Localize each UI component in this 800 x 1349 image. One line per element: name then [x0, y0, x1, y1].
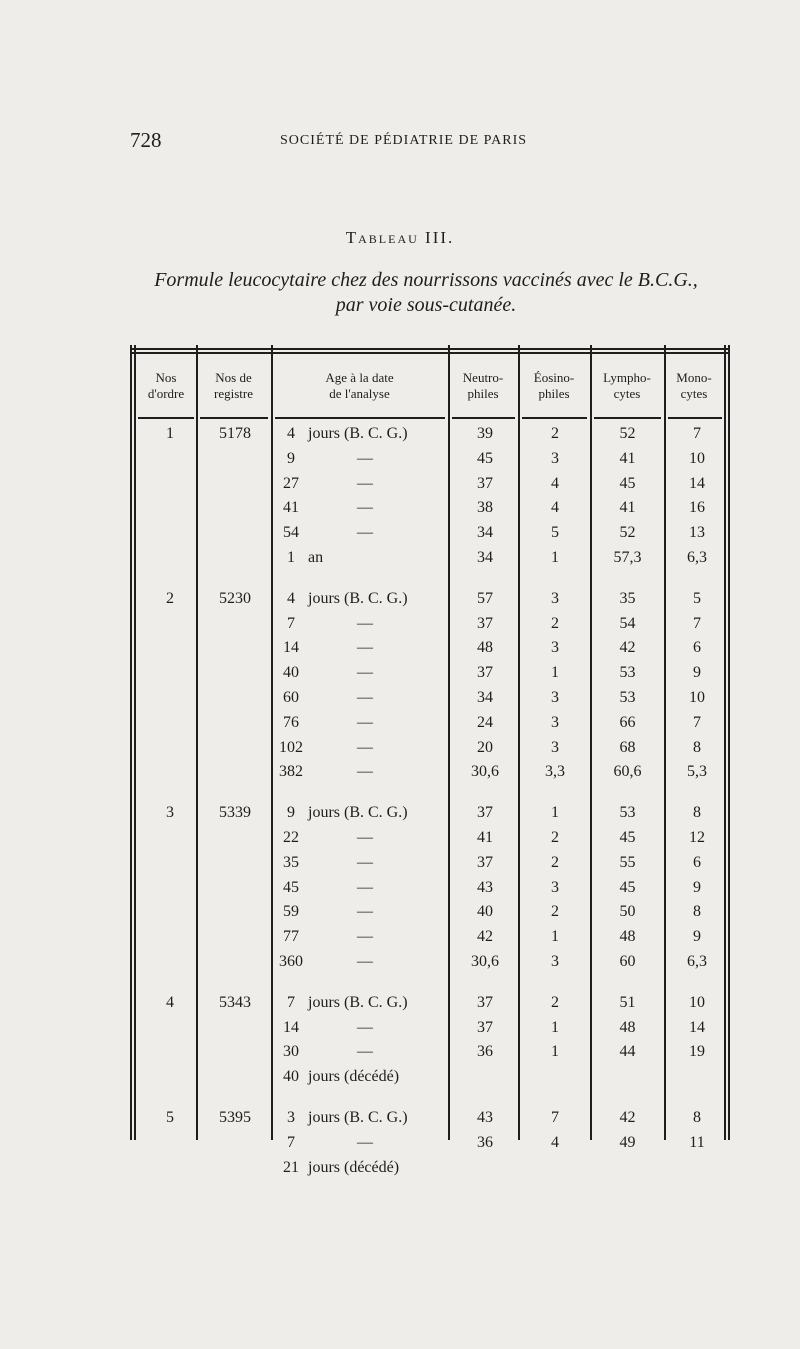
cell-ditto-dash: —	[357, 524, 373, 542]
cell-age-unit: an	[308, 548, 324, 566]
cell-neutrophiles: 37	[477, 664, 493, 682]
cell-lymphocytes: 55	[619, 853, 636, 871]
cell-registre: 5343	[219, 993, 251, 1011]
cell-lymphocytes: 48	[619, 1018, 636, 1036]
table-row	[130, 499, 730, 524]
cell-ditto-dash: —	[357, 903, 373, 921]
page-number: 728	[130, 128, 162, 152]
cell-monocytes: 16	[689, 499, 705, 517]
cell-ditto-dash: —	[357, 828, 373, 846]
cell-age-value: 1	[287, 548, 295, 566]
cell-ditto-dash: —	[357, 928, 373, 946]
cell-lymphocytes: 52	[619, 425, 636, 442]
cell-eosinophiles: 3	[551, 688, 559, 706]
cell-monocytes: 19	[689, 1043, 705, 1061]
cell-neutrophiles: 30,6	[471, 952, 499, 970]
cell-lymphocytes: 45	[619, 878, 636, 896]
table-row	[130, 903, 730, 928]
cell-monocytes: 6	[693, 639, 701, 657]
cell-neutrophiles: 34	[477, 524, 493, 542]
cell-eosinophiles: 2	[551, 993, 559, 1011]
caption-line-2: par voie sous-cutanée.	[335, 294, 517, 316]
cell-age-value: 30	[283, 1043, 299, 1061]
table-row	[130, 1043, 730, 1068]
cell-eosinophiles: 3	[551, 449, 559, 467]
cell-monocytes: 9	[693, 928, 701, 946]
cell-age-value: 382	[279, 763, 303, 781]
table-body	[130, 425, 730, 1183]
table-row	[130, 590, 730, 615]
cell-eosinophiles: 4	[551, 474, 559, 492]
cell-lymphocytes: 57,3	[613, 548, 642, 566]
header-age-line-1: Age à la date	[325, 370, 394, 385]
cell-age-value: 77	[283, 928, 299, 946]
header-lympho-line-2: cytes	[613, 386, 641, 401]
cell-neutrophiles: 45	[477, 449, 493, 467]
cell-neutrophiles: 37	[477, 804, 493, 822]
caption-line-1: Formule leucocytaire chez des nourrissons vaccinés avec le B.C.G.,	[154, 269, 698, 291]
cell-lymphocytes: 45	[619, 828, 636, 846]
cell-ditto-dash: —	[357, 688, 373, 706]
table-row	[130, 615, 730, 640]
cell-ditto-dash: —	[357, 763, 373, 781]
cell-neutrophiles: 20	[477, 738, 493, 756]
cell-neutrophiles: 48	[477, 639, 493, 657]
cell-monocytes: 11	[689, 1133, 705, 1151]
cell-age-value: 4	[287, 425, 295, 442]
cell-neutrophiles: 41	[477, 828, 493, 846]
cell-ditto-dash: —	[357, 449, 373, 467]
cell-age-unit: jours (B. C. G.)	[308, 425, 408, 442]
cell-eosinophiles: 1	[551, 548, 559, 566]
cell-registre: 5395	[219, 1108, 251, 1126]
cell-eosinophiles: 3,3	[545, 763, 565, 781]
cell-lymphocytes: 48	[619, 928, 636, 946]
cell-ditto-dash: —	[357, 853, 373, 871]
row-gap	[130, 574, 730, 590]
cell-monocytes: 10	[689, 993, 705, 1011]
table-row	[130, 524, 730, 549]
cell-age-value: 14	[283, 1018, 299, 1036]
cell-ordre: 4	[166, 993, 174, 1011]
cell-monocytes: 6,3	[687, 548, 707, 566]
cell-eosinophiles: 4	[551, 1133, 559, 1151]
header-registre	[196, 370, 271, 402]
cell-ditto-dash: —	[357, 614, 373, 632]
header-neutro-line-2: philes	[467, 386, 499, 401]
header-rule	[594, 417, 661, 419]
table-row	[130, 829, 730, 854]
table-row	[130, 664, 730, 689]
cell-lymphocytes: 45	[619, 474, 636, 492]
table-row	[130, 1068, 730, 1093]
cell-lymphocytes: 53	[619, 664, 636, 682]
cell-eosinophiles: 3	[551, 639, 559, 657]
cell-eosinophiles: 3	[551, 713, 559, 731]
row-gap	[130, 788, 730, 804]
cell-ditto-dash: —	[357, 738, 373, 756]
cell-age-unit: jours (B. C. G.)	[308, 993, 408, 1011]
header-eosinophiles	[518, 370, 590, 402]
cell-ditto-dash: —	[357, 1043, 373, 1061]
cell-lymphocytes: 53	[619, 804, 636, 822]
cell-ordre: 5	[166, 1108, 174, 1126]
table-row	[130, 763, 730, 788]
row-gap	[130, 1093, 730, 1109]
table-row	[130, 928, 730, 953]
cell-neutrophiles: 36	[477, 1043, 493, 1061]
cell-age-value: 45	[283, 878, 299, 896]
row-gap	[130, 978, 730, 994]
cell-monocytes: 6	[693, 853, 701, 871]
cell-ditto-dash: —	[357, 639, 373, 657]
cell-lymphocytes: 53	[619, 688, 636, 706]
cell-eosinophiles: 2	[551, 614, 559, 632]
table-row	[130, 639, 730, 664]
cell-monocytes: 8	[693, 1108, 701, 1126]
table-row	[130, 994, 730, 1019]
cell-monocytes: 9	[693, 878, 701, 896]
cell-eosinophiles: 3	[551, 878, 559, 896]
cell-eosinophiles: 3	[551, 738, 559, 756]
cell-lymphocytes: 52	[619, 524, 636, 542]
cell-registre: 5178	[219, 425, 251, 442]
cell-age-value: 60	[283, 688, 299, 706]
cell-eosinophiles: 5	[551, 524, 559, 542]
cell-age-value: 360	[279, 952, 303, 970]
cell-ordre: 3	[166, 804, 174, 822]
cell-lymphocytes: 35	[619, 589, 636, 607]
cell-monocytes: 5,3	[687, 763, 707, 781]
cell-eosinophiles: 1	[551, 1018, 559, 1036]
cell-age-value: 40	[283, 664, 299, 682]
cell-eosinophiles: 1	[551, 928, 559, 946]
page-header	[130, 128, 730, 152]
cell-monocytes: 6,3	[687, 952, 707, 970]
cell-age-value: 59	[283, 903, 299, 921]
cell-registre: 5339	[219, 804, 251, 822]
cell-ditto-dash: —	[357, 952, 373, 970]
cell-eosinophiles: 2	[551, 425, 559, 442]
table-row	[130, 425, 730, 450]
cell-monocytes: 8	[693, 804, 701, 822]
cell-age-value: 35	[283, 853, 299, 871]
header-lympho-line-1: Lympho-	[603, 370, 651, 385]
table-row	[130, 549, 730, 574]
cell-ordre: 1	[166, 425, 174, 442]
cell-age-value: 14	[283, 639, 299, 657]
header-registre-line-2: registre	[214, 386, 253, 401]
cell-neutrophiles: 34	[477, 548, 493, 566]
cell-age-value: 54	[283, 524, 299, 542]
table-row	[130, 450, 730, 475]
table-title: Tableau III.	[345, 228, 455, 247]
cell-age-value: 27	[283, 474, 299, 492]
cell-ditto-dash: —	[357, 1018, 373, 1036]
cell-neutrophiles: 43	[477, 878, 493, 896]
cell-monocytes: 9	[693, 664, 701, 682]
cell-monocytes: 14	[689, 474, 705, 492]
cell-lymphocytes: 66	[619, 713, 636, 731]
cell-lymphocytes: 42	[619, 1108, 636, 1126]
cell-age-value: 22	[283, 828, 299, 846]
cell-lymphocytes: 50	[619, 903, 636, 921]
header-rule	[668, 417, 722, 419]
cell-neutrophiles: 37	[477, 1018, 493, 1036]
cell-neutrophiles: 38	[477, 499, 493, 517]
leucocyte-table	[130, 345, 730, 1176]
cell-ditto-dash: —	[357, 713, 373, 731]
cell-monocytes: 5	[693, 589, 701, 607]
cell-age-value: 9	[287, 449, 295, 467]
cell-eosinophiles: 1	[551, 1043, 559, 1061]
table-top-rule-inner	[130, 352, 730, 354]
cell-age-value: 21	[283, 1158, 299, 1176]
cell-eosinophiles: 1	[551, 804, 559, 822]
header-rule	[452, 417, 515, 419]
cell-eosinophiles: 2	[551, 828, 559, 846]
header-ordre	[136, 370, 196, 402]
cell-eosinophiles: 4	[551, 499, 559, 517]
cell-lymphocytes: 42	[619, 639, 636, 657]
cell-age-value: 7	[287, 614, 295, 632]
header-rule	[275, 417, 445, 419]
cell-neutrophiles: 39	[477, 425, 493, 442]
cell-lymphocytes: 49	[619, 1133, 636, 1151]
cell-lymphocytes: 41	[619, 449, 636, 467]
cell-age-value: 40	[283, 1068, 299, 1086]
header-mono-line-1: Mono-	[676, 370, 712, 385]
cell-lymphocytes: 54	[619, 614, 636, 632]
cell-lymphocytes: 60,6	[613, 763, 642, 781]
cell-monocytes: 12	[689, 828, 705, 846]
running-head: SOCIÉTÉ DE PÉDIATRIE DE PARIS	[280, 133, 528, 148]
header-ordre-line-2: d'ordre	[147, 386, 185, 401]
header-mono-line-2: cytes	[680, 386, 708, 401]
cell-eosinophiles: 2	[551, 903, 559, 921]
cell-neutrophiles: 36	[477, 1133, 493, 1151]
cell-lymphocytes: 68	[619, 738, 636, 756]
cell-neutrophiles: 37	[477, 614, 493, 632]
cell-monocytes: 8	[693, 903, 701, 921]
cell-ditto-dash: —	[357, 878, 373, 896]
cell-monocytes: 7	[693, 614, 701, 632]
cell-ditto-dash: —	[357, 499, 373, 517]
cell-neutrophiles: 37	[477, 474, 493, 492]
cell-monocytes: 7	[693, 425, 701, 442]
header-ordre-line-1: Nos	[155, 370, 177, 385]
cell-age-value: 102	[279, 738, 303, 756]
cell-eosinophiles: 1	[551, 664, 559, 682]
table-row	[130, 475, 730, 500]
table-caption	[0, 268, 800, 318]
cell-neutrophiles: 30,6	[471, 763, 499, 781]
cell-age-value: 3	[287, 1108, 295, 1126]
cell-age-value: 4	[287, 589, 295, 607]
cell-age-value: 41	[283, 499, 299, 517]
cell-neutrophiles: 43	[477, 1108, 493, 1126]
header-neutro-line-1: Neutro-	[462, 370, 504, 385]
table-row	[130, 1109, 730, 1134]
header-lymphocytes	[590, 370, 664, 402]
cell-neutrophiles: 34	[477, 688, 493, 706]
cell-neutrophiles: 37	[477, 993, 493, 1011]
cell-registre: 5230	[219, 589, 251, 607]
cell-ditto-dash: —	[357, 474, 373, 492]
cell-age-value: 76	[283, 713, 299, 731]
cell-age-unit: jours (B. C. G.)	[308, 1108, 408, 1126]
cell-age-unit: jours (B. C. G.)	[308, 589, 408, 607]
table-row	[130, 953, 730, 978]
header-eosino-line-1: Éosino-	[533, 370, 575, 385]
cell-lymphocytes: 60	[619, 952, 636, 970]
table-row	[130, 689, 730, 714]
cell-age-unit: jours (décédé)	[308, 1158, 400, 1176]
cell-monocytes: 10	[689, 449, 705, 467]
cell-age-value: 7	[287, 993, 295, 1011]
cell-lymphocytes: 44	[619, 1043, 636, 1061]
header-age-line-2: de l'analyse	[329, 386, 390, 401]
cell-monocytes: 13	[689, 524, 705, 542]
header-rule	[200, 417, 268, 419]
cell-lymphocytes: 41	[619, 499, 636, 517]
cell-monocytes: 14	[689, 1018, 705, 1036]
header-eosino-line-2: philes	[538, 386, 570, 401]
cell-ditto-dash: —	[357, 664, 373, 682]
cell-eosinophiles: 3	[551, 589, 559, 607]
table-row	[130, 1134, 730, 1159]
cell-lymphocytes: 51	[619, 993, 636, 1011]
cell-age-unit: jours (décédé)	[308, 1068, 400, 1086]
cell-ordre: 2	[166, 589, 174, 607]
header-age	[271, 370, 448, 402]
table-row	[130, 879, 730, 904]
cell-age-value: 7	[287, 1133, 295, 1151]
header-rule	[522, 417, 587, 419]
table-row	[130, 1019, 730, 1044]
cell-eosinophiles: 2	[551, 853, 559, 871]
cell-monocytes: 7	[693, 713, 701, 731]
cell-age-unit: jours (B. C. G.)	[308, 804, 408, 822]
header-rule	[138, 417, 194, 419]
cell-age-value: 9	[287, 804, 295, 822]
cell-eosinophiles: 3	[551, 952, 559, 970]
cell-ditto-dash: —	[357, 1133, 373, 1151]
cell-neutrophiles: 40	[477, 903, 493, 921]
header-neutrophiles	[448, 370, 518, 402]
cell-neutrophiles: 37	[477, 853, 493, 871]
table-row	[130, 739, 730, 764]
table-top-rule	[130, 348, 730, 350]
table-row	[130, 804, 730, 829]
table-row	[130, 714, 730, 739]
cell-monocytes: 8	[693, 738, 701, 756]
header-registre-line-1: Nos de	[215, 370, 252, 385]
table-row	[130, 1159, 730, 1184]
cell-neutrophiles: 42	[477, 928, 493, 946]
cell-eosinophiles: 7	[551, 1108, 559, 1126]
table-row	[130, 854, 730, 879]
cell-neutrophiles: 24	[477, 713, 493, 731]
cell-neutrophiles: 57	[477, 589, 493, 607]
cell-monocytes: 10	[689, 688, 705, 706]
header-monocytes	[664, 370, 724, 402]
